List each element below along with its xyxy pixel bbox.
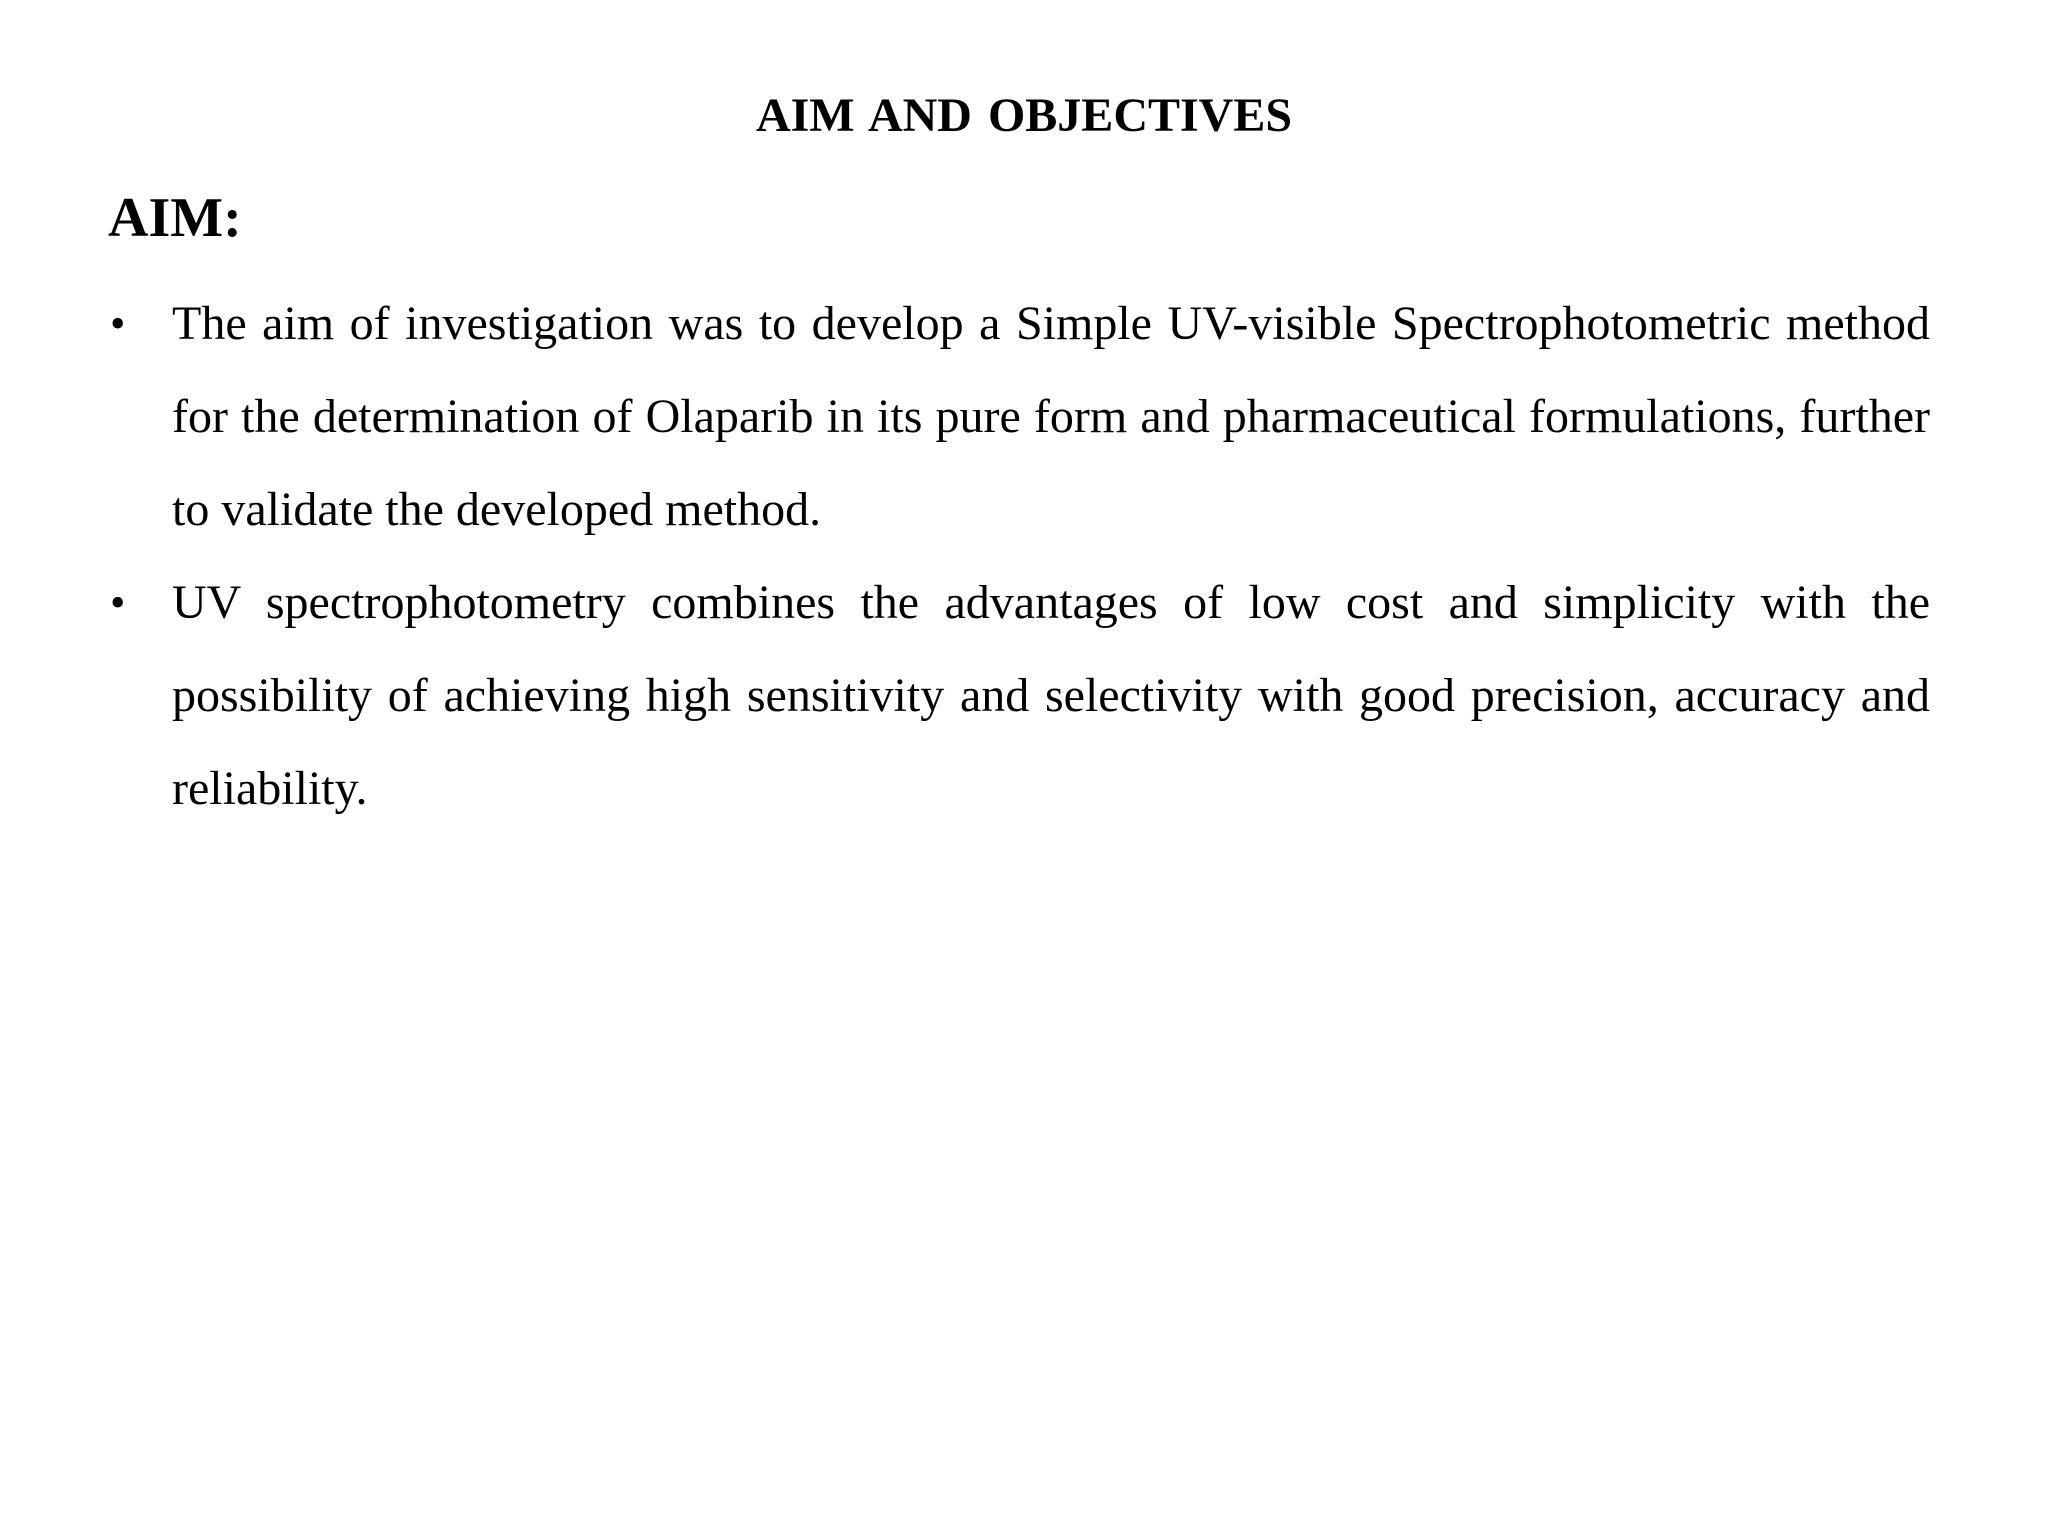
section-heading-aim: AIM: [108, 187, 242, 249]
bullet-icon: • [110, 299, 126, 348]
bullet-text: UV spectrophotometry combines the advantages of low cost and simplicity with the possibility of achieving high sensitivity and selectivity with good precision, accuracy and reliability. [172, 576, 1930, 815]
bullet-icon: • [110, 578, 126, 627]
slide-title: AIM AND OBJECTIVES [755, 89, 1293, 142]
bullet-text: The aim of investigation was to develop a Simple UV-visible Spectrophotometric method for the determination of Olaparib in its pure form and pharmaceutical formulations, further to validate the developed method. [172, 297, 1930, 536]
bullet-item [108, 556, 1930, 835]
bullet-item [108, 277, 1930, 556]
bullet-list [108, 277, 1930, 835]
